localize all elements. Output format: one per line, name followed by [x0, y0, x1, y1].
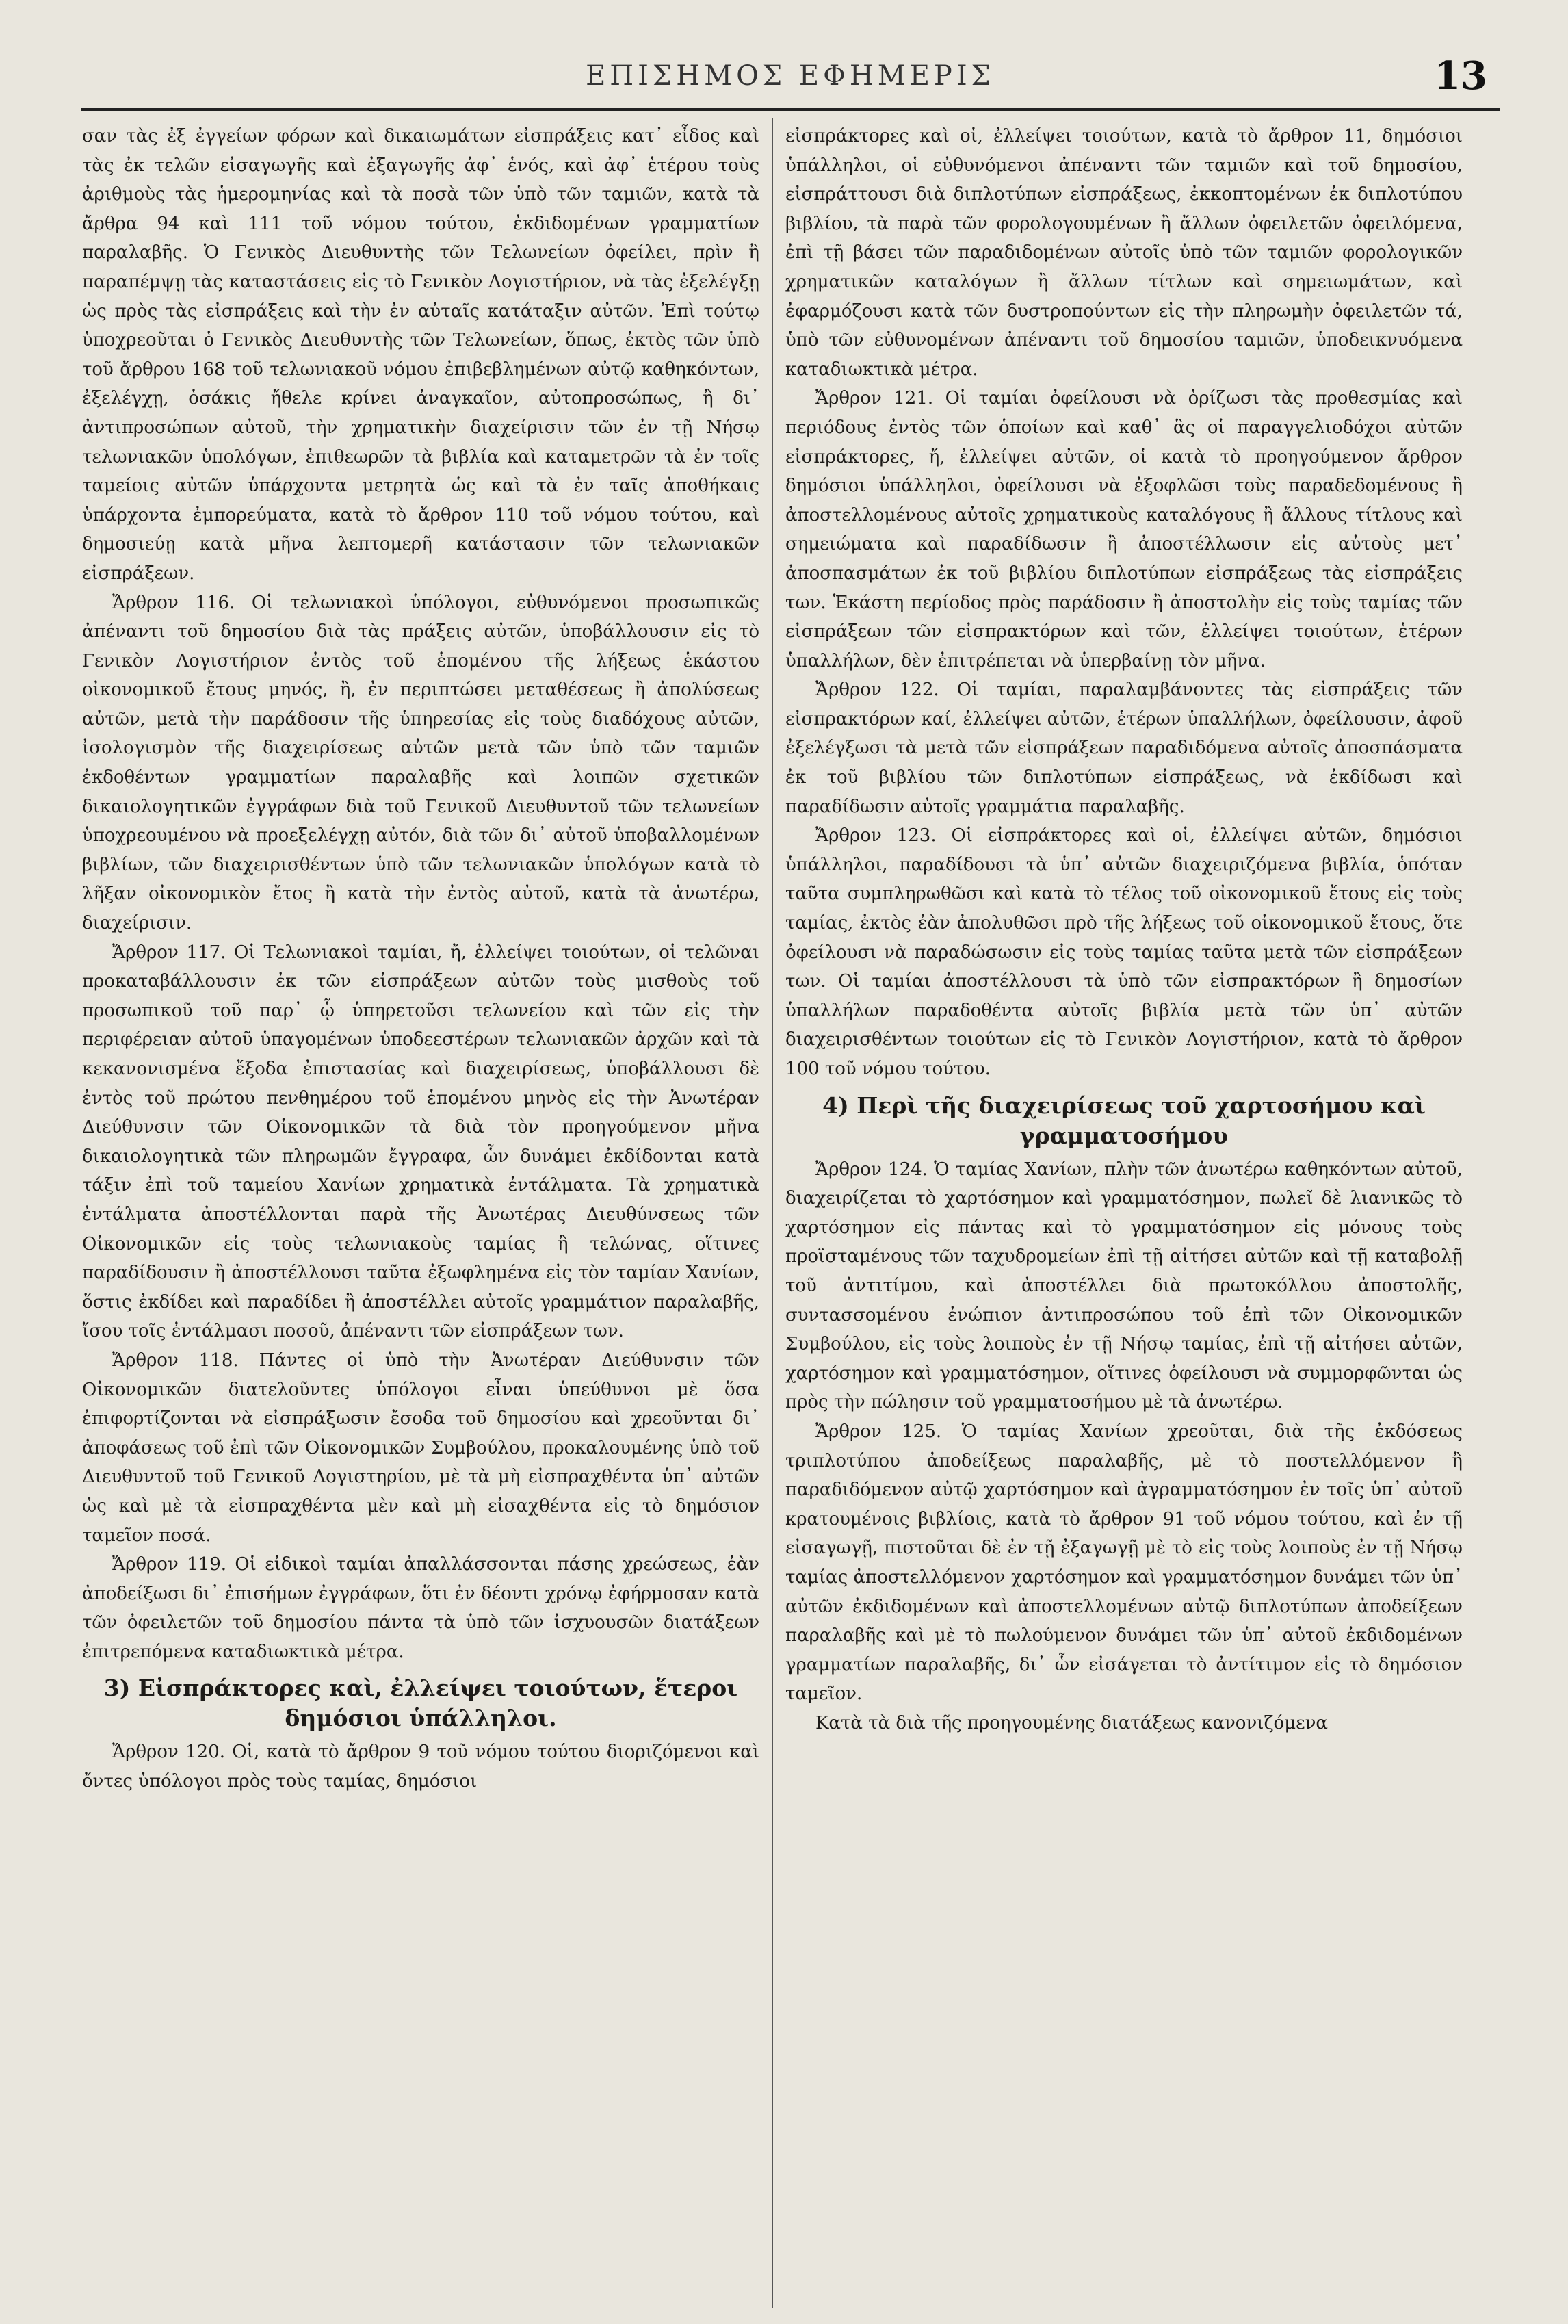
article-116: Ἄρθρον 116. Οἱ τελωνιακοὶ ὑπόλογοι, εὐθυνόμενοι προσωπικῶς ἀπέναντι τοῦ δημοσίου διὰ τὰς πράξεις αὐτῶν, ὑποβάλλουσιν εἰς τὸ Γενικὸν Λογιστήριον ἐντὸς τοῦ ἑπομένου τῆς λήξεως ἑκάστου οἰκονομικοῦ ἔτους μηνός, ἢ, ἐν περιπτώσει μεταθέσεως ἢ ἀπολύσεως αὐτῶν, μετὰ τὴν παράδοσιν τῆς ὑπηρεσίας εἰς τοὺς διαδόχους αὐτῶν, ἰσολογισμὸν τῆς διαχειρίσεως αὐτῶν μετὰ τῶν ὑπὸ τῶν ταμιῶν ἐκδοθέντων γραμματίων παραλαβῆς καὶ λοιπῶν σχετικῶν δικαιολογητικῶν ἐγγράφων διὰ τοῦ Γενικοῦ Διευθυντοῦ τῶν τελωνείων ὑποχρεουμένου νὰ προεξελέγχῃ αὐτόν, διὰ τῶν δι᾽ αὐτοῦ ὑποβαλλομένων βιβλίων, τῶν διαχειρισθέντων ὑπὸ τῶν τελωνιακῶν ὑπολόγων κατὰ τὸ λῆξαν οἰκονομικὸν ἔτος ἢ κατὰ τὴν ἐντὸς αὐτοῦ, κατὰ τὰ ἀνωτέρω, διαχείρισιν.: [82, 592, 759, 934]
page-number: 13: [1434, 53, 1487, 99]
article-119: Ἄρθρον 119. Οἱ εἰδικοὶ ταμίαι ἀπαλλάσσονται πάσης χρεώσεως, ἐὰν ἀποδείξωσι δι᾽ ἐπισήμων ἐγγράφων, ὅτι ἐν δέοντι χρόνῳ ἐφήρμοσαν κατὰ τῶν ὀφειλετῶν τοῦ δημοσίου πάντα τὰ ὑπὸ τῶν ἰσχυουσῶν διατάξεων ἐπιτρεπόμενα καταδιωκτικὰ μέτρα.: [82, 1554, 759, 1662]
article-124: Ἄρθρον 124. Ὁ ταμίας Χανίων, πλὴν τῶν ἀνωτέρω καθηκόντων αὐτοῦ, διαχειρίζεται τὸ χαρτόσημον καὶ γραμματόσημον, πωλεῖ δὲ λιανικῶς τὸ χαρτόσημον εἰς πάντας καὶ τὸ γραμματόσημον εἰς μόνους τοὺς προϊσταμένους τῶν ταχυδρομείων ἐπὶ τῇ αἰτήσει αὐτῶν καὶ τῇ καταβολῇ τοῦ ἀντιτίμου, καὶ ἀποστέλλει διὰ πρωτοκόλλου ἀποστολῆς, συντασσομένου ἐνώπιον ἀντιπροσώπου τοῦ ἐπὶ τῶν Οἰκονομικῶν Συμβούλου, εἰς τοὺς λοιποὺς ἐν τῇ Νήσῳ ταμίας, ἐπὶ τῇ αἰτήσει αὐτῶν, χαρτόσημον καὶ γραμματόσημον, οἵτινες ὀφείλουσι νὰ συμμορφῶνται ὡς πρὸς τὴν πώλησιν τοῦ γραμματοσήμου μὲ τὰ ἀνωτέρω.: [785, 1159, 1463, 1413]
article-121: Ἄρθρον 121. Οἱ ταμίαι ὀφείλουσι νὰ ὁρίζωσι τὰς προθεσμίας καὶ περιόδους ἐντὸς τῶν ὁποίων καὶ καθ᾽ ἃς οἱ παραγγελιοδόχοι αὐτῶν εἰσπράκτορες, ἤ, ἐλλείψει αὐτῶν, οἱ κατὰ τὸ προηγούμενον ἄρθρον δημόσιοι ὑπάλληλοι, ὀφείλουσι νὰ ἐξοφλῶσι τοὺς παραδεδομένους ἢ ἀποστελλομένους αὐτοῖς χρηματικοὺς καταλόγους ἢ ἄλλους τίτλους καὶ σημειώματα καὶ παραδίδωσιν ἢ ἀποστέλλωσιν εἰς αὐτοὺς μετ᾽ ἀποσπασμάτων ἐκ τοῦ βιβλίου διπλοτύπων εἰσπράξεως τὰς εἰσπράξεις των. Ἑκάστη περίοδος πρὸς παράδοσιν ἢ ἀποστολὴν εἰς τοὺς ταμίας τῶν εἰσπράξεων τῶν εἰσπρακτόρων καὶ τῶν, ἐλλείψει τοιούτων, ἑτέρων ὑπαλλήλων, δὲν ἐπιτρέπεται νὰ ὑπερβαίνῃ τὸν μῆνα.: [785, 388, 1463, 671]
page-title: ΕΠΙΣΗΜΟΣ ΕΦΗΜΕΡΙΣ: [586, 60, 995, 92]
article-122: Ἄρθρον 122. Οἱ ταμίαι, παραλαμβάνοντες τὰς εἰσπράξεις τῶν εἰσπρακτόρων καί, ἐλλείψει αὐτῶν, ἑτέρων ὑπαλλήλων, ὀφείλουσιν, ἀφοῦ ἐξελέγξωσι τὰ μετὰ τῶν εἰσπράξεων παραδιδόμενα αὐτοῖς ἀποσπάσματα ἐκ τοῦ βιβλίου τῶν διπλοτύπων εἰσπράξεως, νὰ ἐκδίδωσι καὶ παραδίδωσιν αὐτοῖς γραμμάτια παραλαβῆς.: [785, 680, 1463, 817]
header-rule: [81, 108, 1500, 111]
section-heading-4: 4) Περὶ τῆς διαχειρίσεως τοῦ χαρτοσήμου καὶ γραμματοσήμου: [822, 1092, 1426, 1149]
column-divider: [772, 118, 773, 2308]
paragraph: Κατὰ τὰ διὰ τῆς προηγουμένης διατάξεως κανονιζόμενα: [815, 1712, 1328, 1733]
paragraph: εἰσπράκτορες καὶ οἱ, ἐλλείψει τοιούτων, κατὰ τὸ ἄρθρον 11, δημόσιοι ὑπάλληλοι, οἱ εὐθυνόμενοι ἀπέναντι τῶν ταμιῶν καὶ τοῦ δημοσίου, εἰσπράττουσι διὰ διπλοτύπων εἰσπράξεως, ἐκκοπτομένων ἐκ διπλοτύπου βιβλίου, τὰ παρὰ τῶν φορολογουμένων ἢ ἄλλων ὀφειλετῶν ὀφειλόμενα, ἐπὶ τῇ βάσει τῶν παραδιδομένων αὐτοῖς ὑπὸ τῶν ταμιῶν φορολογικῶν χρηματικῶν καταλόγων ἢ ἄλλων τίτλων καὶ σημειωμάτων, καὶ ἐφαρμόζουσι κατὰ τῶν δυστροπούντων εἰς τὴν πληρωμὴν ὀφειλετῶν τά, ὑπὸ τῶν εὐθυνομένων ἀπέναντι τοῦ δημοσίου ταμιῶν, ὑποδεικνυόμενα καταδιωκτικὰ μέτρα.: [785, 126, 1463, 380]
right-column: [785, 122, 1463, 2305]
left-column: [82, 122, 759, 2305]
article-120: Ἄρθρον 120. Οἱ, κατὰ τὸ ἄρθρον 9 τοῦ νόμου τούτου διοριζόμενοι καὶ ὄντες ὑπόλογοι πρὸς τοὺς ταμίας, δημόσιοι: [82, 1742, 759, 1792]
article-118: Ἄρθρον 118. Πάντες οἱ ὑπὸ τὴν Ἀνωτέραν Διεύθυνσιν τῶν Οἰκονομικῶν διατελοῦντες ὑπόλογοι εἶναι ὑπεύθυνοι μὲ ὅσα ἐπιφορτίζονται νὰ εἰσπράξωσιν ἔσοδα τοῦ δημοσίου καὶ χρεοῦνται δι᾽ ἀποφάσεως τοῦ ἐπὶ τῶν Οἰκονομικῶν Συμβούλου, προκαλουμένης ὑπὸ τοῦ Διευθυντοῦ τοῦ Γενικοῦ Λογιστηρίου, μὲ τὰ μὴ εἰσπραχθέντα ὑπ᾽ αὐτῶν ὡς καὶ μὲ τὰ εἰσπραχθέντα μὲν καὶ μὴ εἰσαχθέντα εἰς τὸ δημόσιον ταμεῖον ποσά.: [82, 1350, 759, 1546]
section-heading-3: 3) Εἰσπράκτορες καὶ, ἐλλείψει τοιούτων, ἕτεροι δημόσιοι ὑπάλληλοι.: [103, 1675, 738, 1732]
article-117: Ἄρθρον 117. Οἱ Τελωνιακοὶ ταμίαι, ἤ, ἐλλείψει τοιούτων, οἱ τελῶναι προκαταβάλλουσιν ἐκ τῶν εἰσπράξεων αὐτῶν τοὺς μισθοὺς τοῦ προσωπικοῦ τοῦ παρ᾽ ᾧ ὑπηρετοῦσι τελωνείου καὶ τῶν εἰς τὴν περιφέρειαν αὐτοῦ ὑπαγομένων ὑποδεεστέρων τελωνιακῶν ἀρχῶν καὶ τὰ κεκανονισμένα ἔξοδα ἐπιστασίας καὶ διαχειρίσεως, ὑποβάλλουσι δὲ ἐντὸς τοῦ πρώτου πενθημέρου τοῦ ἑπομένου μηνὸς εἰς τὴν Ἀνωτέραν Διεύθυνσιν τῶν Οἰκονομικῶν τὰ διὰ τὸν προηγούμενον μῆνα δικαιολογητικὰ τῶν πληρωμῶν ἔγγραφα, ὧν δυνάμει ἐκδίδονται κατὰ τάξιν ἐπὶ τοῦ ταμείου Χανίων χρηματικὰ ἐντάλματα. Τὰ χρηματικὰ ἐντάλματα ἀποστέλλονται παρὰ τῆς Ἀνωτέρας Διευθύνσεως τῶν Οἰκονομικῶν εἰς τοὺς τελωνιακοὺς ταμίας ἢ τελώνας, οἵτινες παραδίδουσιν ἢ ἀποστέλλουσι ταῦτα ἐξωφλημένα εἰς τὸν ταμίαν Χανίων, ὅστις ἐκδίδει καὶ παραδίδει ἢ ἀποστέλλει αὐτοῖς γραμμάτιον παραλαβῆς, ἴσου τοῖς ἐντάλμασι ποσοῦ, ἀπέναντι τῶν εἰσπράξεων των.: [82, 942, 759, 1342]
page-header: [81, 53, 1500, 105]
article-123: Ἄρθρον 123. Οἱ εἰσπράκτορες καὶ οἱ, ἐλλείψει αὐτῶν, δημόσιοι ὑπάλληλοι, παραδίδουσι τὰ ὑπ᾽ αὐτῶν διαχειριζόμενα βιβλία, ὁπόταν ταῦτα συμπληρωθῶσι καὶ κατὰ τὸ τέλος τοῦ οἰκονομικοῦ ἔτους εἰς τοὺς ταμίας, ἐκτὸς ἐὰν ἀπολυθῶσι πρὸ τῆς λήξεως τοῦ οἰκονομικοῦ ἔτους, ὅτε ὀφείλουσι νὰ παραδώσωσιν εἰς τοὺς ταμίας ταῦτα μετὰ τῶν εἰσπράξεων των. Οἱ ταμίαι ἀποστέλλουσι τὰ ὑπὸ τῶν εἰσπρακτόρων ἢ δημοσίων ὑπαλλήλων παραδοθέντα αὐτοῖς βιβλία μετὰ τῶν ὑπ᾽ αὐτῶν διαχειρισθέντων τοιούτων εἰς τὸ Γενικὸν Λογιστήριον, κατὰ τὸ ἄρθρον 100 τοῦ νόμου τούτου.: [785, 825, 1463, 1079]
article-125: Ἄρθρον 125. Ὁ ταμίας Χανίων χρεοῦται, διὰ τῆς ἐκδόσεως τριπλοτύπου ἀποδείξεως παραλαβῆς, μὲ τὸ ποστελλόμενον ἢ παραδιδόμενον αὐτῷ χαρτόσημον καὶ ἀγραμματόσημον ἐν τοῖς ὑπ᾽ αὐτοῦ κρατουμένοις βιβλίοις, κατὰ τὸ ἄρθρον 91 τοῦ νόμου τούτου, καὶ ἐν τῇ εἰσαγωγῇ, πιστοῦται δὲ ἐν τῇ ἐξαγωγῇ μὲ τὸ εἰς τοὺς λοιποὺς ἐν τῇ Νήσῳ ταμίας ἀποστελλόμενον χαρτόσημον καὶ γραμματόσημον δυνάμει τῶν ὑπ᾽ αὐτῶν ἐκδιδομένων καὶ ἀποστελλομένων αὐτῷ διπλοτύπων ἀποδείξεων παραλαβῆς καὶ μὲ τὸ πωλούμενον δυνάμει τῶν ὑπ᾽ αὐτοῦ ἐκδιδομένων γραμματίων παραλαβῆς, δι᾽ ὧν εἰσάγεται τὸ ἀντίτιμον εἰς τὸ δημόσιον ταμεῖον.: [785, 1421, 1463, 1705]
paragraph: σαν τὰς ἐξ ἐγγείων φόρων καὶ δικαιωμάτων εἰσπράξεις κατ᾽ εἶδος καὶ τὰς ἐκ τελῶν εἰσαγωγῆς καὶ ἐξαγωγῆς ἀφ᾽ ἑνός, καὶ ἀφ᾽ ἑτέρου τοὺς ἀριθμοὺς τὰς ἡμερομηνίας καὶ τὰ ποσὰ τῶν ὑπὸ τῶν ταμιῶν, κατὰ τὰ ἄρθρα 94 καὶ 111 τοῦ νόμου τούτου, ἐκδιδομένων γραμματίων παραλαβῆς. Ὁ Γενικὸς Διευθυντὴς τῶν Τελωνείων ὀφείλει, πρὶν ἢ παραπέμψῃ τὰς καταστάσεις εἰς τὸ Γενικὸν Λογιστήριον, νὰ τὰς ἐξελέγξῃ ὡς πρὸς τὰς εἰσπράξεις καὶ τὴν ἐν αὐταῖς κατάταξιν αὐτῶν. Ἐπὶ τούτῳ ὑποχρεοῦται ὁ Γενικὸς Διευθυντὴς τῶν Τελωνείων, ὅπως, ἐκτὸς τῶν ὑπὸ τοῦ ἄρθρου 168 τοῦ τελωνιακοῦ νόμου ἐπιβεβλημένων αὐτῷ καθηκόντων, ἐξελέγχῃ, ὁσάκις ἤθελε κρίνει ἀναγκαῖον, αὐτοπροσώπως, ἢ δι᾽ ἀντιπροσώπων αὐτοῦ, τὴν χρηματικὴν διαχείρισιν τῶν ἐν τῇ Νήσῳ τελωνιακῶν ὑπολόγων, ἐπιθεωρῶν τὰ βιβλία καὶ καταμετρῶν τὰ ἐν τοῖς ταμείοις αὐτῶν ὑπάρχοντα μετρητὰ ὡς καὶ τὰ ἐν ταῖς ἀποθήκαις ὑπάρχοντα ἐμπορεύματα, κατὰ τὸ ἄρθρον 110 τοῦ νόμου τούτου, καὶ δημοσιεύῃ κατὰ μῆνα λεπτομερῆ κατάστασιν τῶν τελωνιακῶν εἰσπράξεων.: [82, 126, 759, 584]
